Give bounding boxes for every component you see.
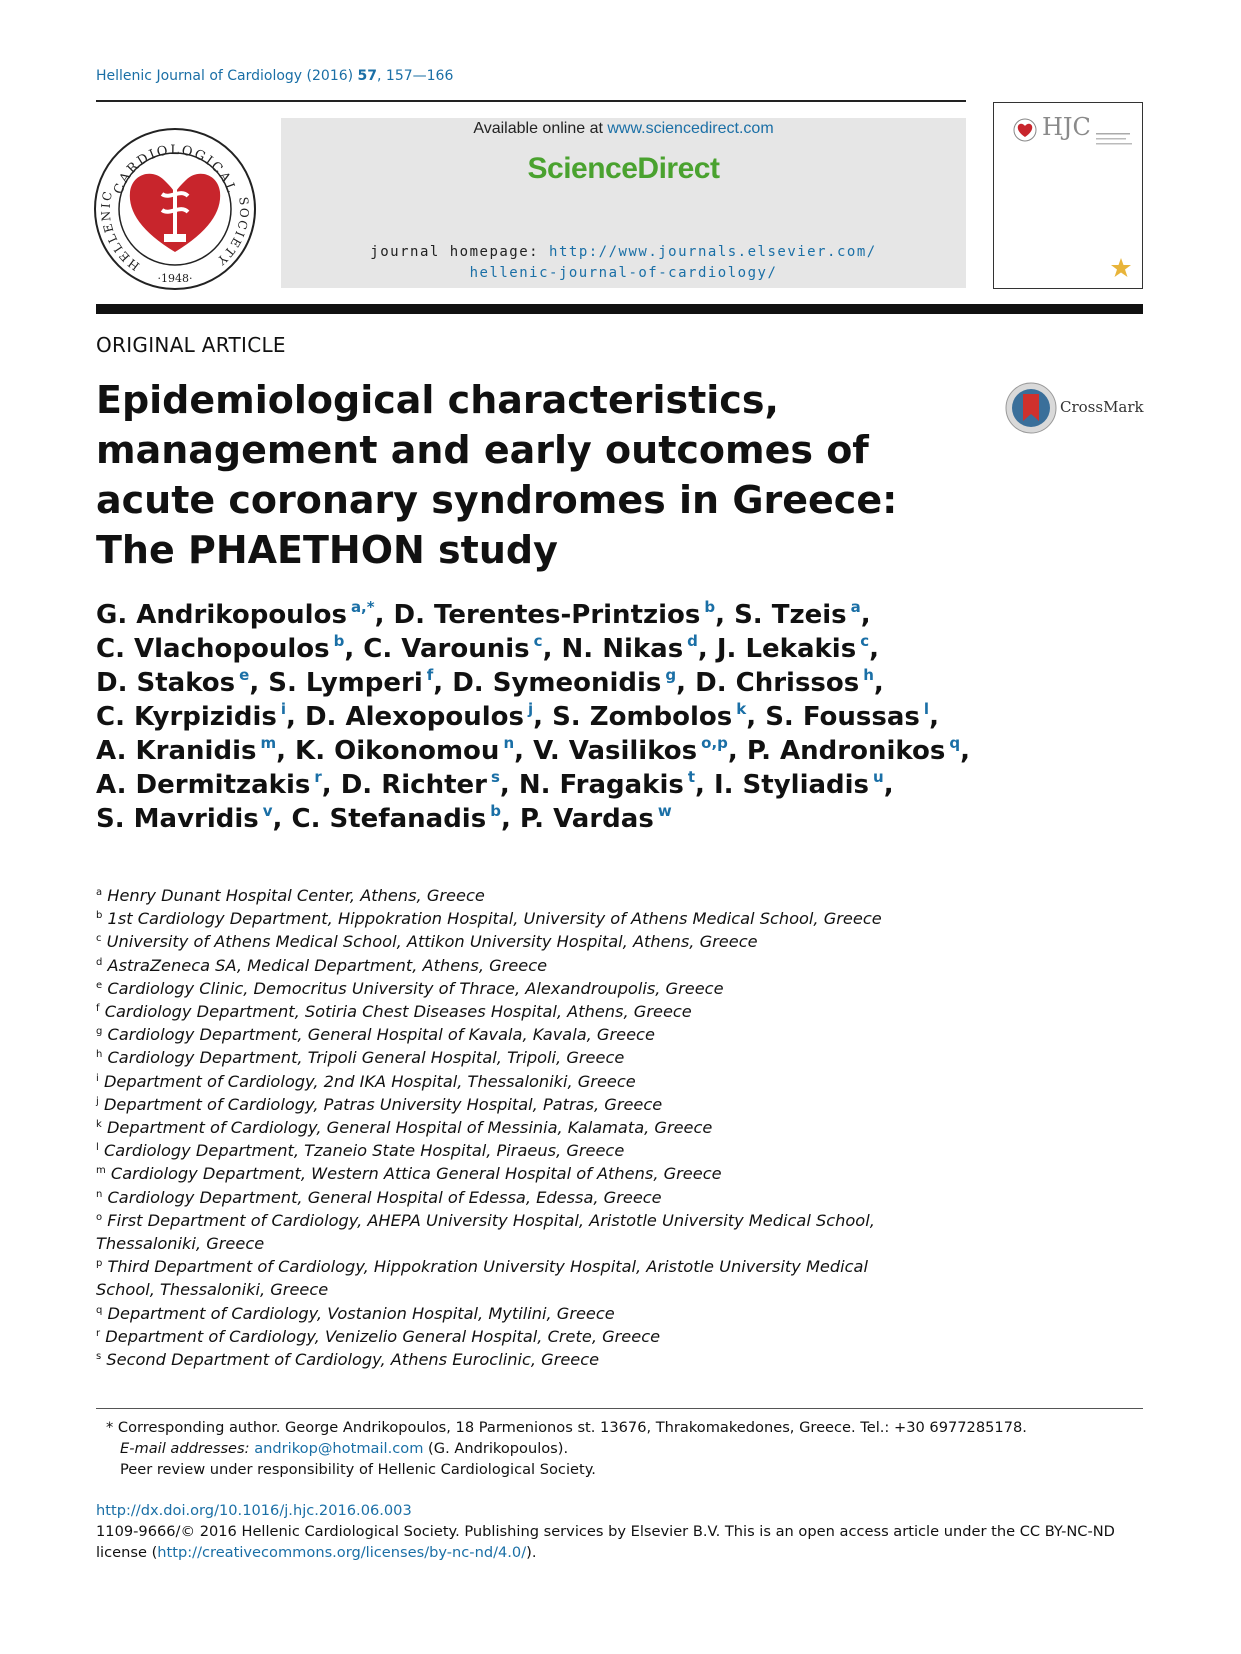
affiliation-text: 1st Cardiology Department, Hippokration Hospital, University of Athens Medical School, Greece	[107, 909, 882, 929]
author-affiliation-mark[interactable]: r	[314, 768, 322, 786]
footnote-rule	[96, 1408, 1143, 1409]
author-affiliation-mark[interactable]: b	[333, 632, 345, 650]
author-name: S. Foussas	[765, 702, 920, 732]
affiliation-item	[96, 1255, 1096, 1278]
author-affiliation-mark[interactable]: t	[687, 768, 696, 786]
author-name: C. Stefanadis	[291, 804, 487, 834]
email-suffix: (G. Andrikopoulos).	[423, 1440, 569, 1457]
author-line: A. Dermitzakis $^r$, D. Richter $^s$, N. Fragakis $^t$, I. Styliadis $^u$,	[96, 768, 894, 800]
author-affiliation-mark[interactable]: n	[503, 734, 515, 752]
author-name: A. Kranidis	[96, 736, 257, 766]
author-name: V. Vasilikos	[533, 736, 698, 766]
author-name: D. Stakos	[96, 668, 236, 698]
affiliation-text: Cardiology Department, General Hospital of Edessa, Edessa, Greece	[107, 1187, 662, 1207]
corresponding-author-note: * Corresponding author. George Andrikopoulos, 18 Parmenionos st. 13676, Thrakomakedones, Greece. Tel.: +30 6977285178.	[106, 1419, 1027, 1436]
affiliation-item	[96, 884, 1096, 907]
author-affiliation-mark[interactable]: d	[687, 632, 698, 650]
author-name: S. Mavridis	[96, 804, 259, 834]
affiliation-text: Henry Dunant Hospital Center, Athens, Greece	[107, 886, 485, 905]
affiliation-text: Cardiology Department, Western Attica General Hospital of Athens, Greece	[110, 1164, 722, 1184]
affiliation-key: a	[96, 887, 103, 898]
author-affiliation-mark[interactable]: k	[736, 700, 747, 718]
journal-ref-pages: , 157—166	[377, 68, 454, 84]
affiliation-item-continued: Thessaloniki, Greece	[96, 1234, 265, 1254]
author-affiliation-mark[interactable]: a	[850, 598, 861, 616]
available-online	[281, 120, 966, 138]
author-name: D. Alexopoulos	[304, 702, 524, 732]
email-label: E-mail addresses:	[120, 1440, 250, 1457]
affiliation-text: Second Department of Cardiology, Athens Euroclinic, Greece	[106, 1350, 600, 1370]
author-name: D. Symeonidis	[452, 668, 662, 698]
affiliation-text: AstraZeneca SA, Medical Department, Athens, Greece	[107, 955, 548, 975]
journal-cover-thumbnail[interactable]	[993, 102, 1143, 289]
author-name: N. Nikas	[561, 634, 684, 664]
license-prefix: license (	[96, 1544, 158, 1561]
cover-text-lines	[1094, 131, 1134, 151]
author-name: D. Terentes-Printzios	[393, 600, 701, 630]
crossmark-label: CrossMark	[1060, 398, 1144, 416]
affiliation-key: e	[96, 979, 103, 991]
affiliation-item	[96, 1000, 1096, 1023]
affiliation-item	[96, 977, 1096, 1000]
logo-left-text: HELLENIC	[98, 188, 143, 274]
author-name: G. Andrikopoulos	[96, 600, 347, 630]
affiliation-key: i	[96, 1072, 99, 1084]
author-affiliation-mark[interactable]: c	[860, 632, 870, 650]
affiliation-text: Department of Cardiology, 2nd IKA Hospital, Thessaloniki, Greece	[103, 1071, 636, 1091]
author-affiliation-mark[interactable]: b	[704, 598, 716, 616]
email-note	[106, 1438, 1143, 1459]
author-affiliation-mark[interactable]: u	[873, 768, 884, 786]
author-affiliation-mark[interactable]: o,p	[701, 734, 728, 752]
affiliation-item	[96, 930, 1096, 953]
affiliation-item	[96, 1093, 1096, 1116]
author-name: P. Vardas	[519, 804, 654, 834]
affiliation-key: k	[96, 1119, 102, 1131]
affiliation-item	[96, 1070, 1096, 1093]
affiliation-item	[96, 1348, 1096, 1371]
email-link[interactable]: andrikop@hotmail.com	[254, 1440, 424, 1457]
affiliation-item	[96, 1186, 1096, 1209]
author-affiliation-mark[interactable]: q	[949, 734, 961, 752]
affiliation-key: q	[96, 1304, 103, 1316]
homepage-link-line1[interactable]: http://www.journals.elsevier.com/	[549, 244, 877, 260]
affiliation-key: h	[96, 1049, 103, 1061]
affiliation-text: Department of Cardiology, General Hospital of Messinia, Kalamata, Greece	[106, 1118, 713, 1138]
homepage-prefix: journal homepage:	[370, 244, 540, 260]
affiliation-item	[96, 1325, 1096, 1348]
journal-ref-volume: 57	[357, 68, 378, 84]
affiliation-text: Cardiology Department, Tzaneio State Hospital, Piraeus, Greece	[103, 1141, 625, 1161]
logo-top-text: CARDIOLOGICAL	[111, 142, 239, 197]
affiliation-key: g	[96, 1026, 103, 1038]
logo-right-text: SOCIETY	[213, 196, 252, 269]
author-name: C. Varounis	[363, 634, 530, 664]
author-affiliation-mark[interactable]: s	[490, 768, 500, 786]
banner-rule	[96, 304, 1143, 314]
affiliation-item	[96, 907, 1096, 930]
affiliation-item	[96, 1139, 1096, 1162]
author-name: D. Chrissos	[695, 668, 860, 698]
article-title: Epidemiological characteristics, management and early outcomes of acute coronary syndromes in Greece: The PHAETHON study	[96, 378, 898, 572]
affiliation-key: c	[96, 933, 102, 945]
author-line: C. Vlachopoulos $^b$, C. Varounis $^c$, N. Nikas $^d$, J. Lekakis $^c$,	[96, 632, 879, 664]
available-prefix: Available online at	[473, 120, 603, 137]
author-name: S. Lymperi	[268, 668, 423, 698]
affiliation-text: Cardiology Department, Sotiria Chest Diseases Hospital, Athens, Greece	[104, 1002, 692, 1022]
affiliation-item	[96, 1209, 1096, 1232]
author-name: N. Fragakis	[518, 770, 684, 800]
author-line: G. Andrikopoulos $^{a,*}$, D. Terentes-Printzios $^b$, S. Tzeis $^a$,	[96, 598, 871, 630]
affiliation-text: Department of Cardiology, Vostanion Hospital, Mytilini, Greece	[107, 1303, 615, 1323]
affiliation-text: Cardiology Department, Tripoli General Hospital, Tripoli, Greece	[107, 1048, 625, 1068]
author-name: C. Kyrpizidis	[96, 702, 277, 732]
author-affiliation-mark[interactable]: h	[863, 666, 874, 684]
affiliation-key: b	[96, 910, 103, 922]
cover-seal-icon	[1012, 117, 1038, 143]
society-logo	[90, 124, 260, 294]
author-affiliation-mark[interactable]: i	[280, 700, 286, 718]
author-list	[96, 598, 1096, 836]
elsevier-star-icon	[1110, 257, 1132, 279]
author-name: K. Oikonomou	[295, 736, 500, 766]
affiliation-key: l	[96, 1142, 99, 1154]
author-affiliation-mark[interactable]: w	[657, 802, 672, 820]
article-type: ORIGINAL ARTICLE	[96, 333, 286, 357]
logo-year: ·1948·	[157, 272, 193, 285]
affiliation-text: Cardiology Clinic, Democritus University of Thrace, Alexandroupolis, Greece	[107, 978, 724, 998]
author-affiliation-mark[interactable]: g	[665, 666, 677, 684]
affiliation-text: University of Athens Medical School, Attikon University Hospital, Athens, Greece	[106, 932, 758, 952]
affiliation-text: Department of Cardiology, Patras University Hospital, Patras, Greece	[103, 1094, 663, 1114]
author-name: A. Dermitzakis	[96, 770, 311, 800]
affiliation-item	[96, 1046, 1096, 1069]
author-affiliation-mark[interactable]: j	[527, 700, 534, 718]
affiliation-key: f	[96, 1003, 100, 1015]
author-name: S. Zombolos	[552, 702, 733, 732]
author-affiliation-mark[interactable]: f	[426, 666, 434, 684]
author-line: D. Stakos $^e$, S. Lymperi $^f$, D. Symeonidis $^g$, D. Chrissos $^h$,	[96, 666, 884, 698]
author-name: P. Andronikos	[746, 736, 946, 766]
header-rule	[96, 100, 966, 102]
affiliation-text: Department of Cardiology, Venizelio General Hospital, Crete, Greece	[105, 1326, 661, 1346]
author-name: D. Richter	[340, 770, 487, 800]
license-line	[96, 1542, 1143, 1563]
author-affiliation-mark[interactable]: m	[260, 734, 277, 752]
author-name: C. Vlachopoulos	[96, 634, 330, 664]
journal-ref-prefix: Hellenic Journal of Cardiology (2016)	[96, 68, 354, 84]
author-line: A. Kranidis $^m$, K. Oikonomou $^n$, V. Vasilikos $^{o,p}$, P. Andronikos $^q$,	[96, 734, 970, 766]
footnotes	[106, 1417, 1143, 1480]
affiliation-item	[96, 1116, 1096, 1139]
affiliation-key: p	[96, 1258, 103, 1270]
affiliation-item	[96, 1162, 1096, 1185]
affiliation-text: Third Department of Cardiology, Hippokration University Hospital, Aristotle University Medical	[107, 1257, 868, 1277]
affiliation-item	[96, 1302, 1096, 1325]
affiliation-item	[96, 1023, 1096, 1046]
sciencedirect-logo[interactable]: ScienceDirect	[527, 152, 720, 185]
author-name: S. Tzeis	[734, 600, 847, 630]
journal-reference[interactable]	[96, 68, 453, 84]
author-affiliation-mark[interactable]: v	[262, 802, 273, 820]
author-affiliation-mark[interactable]: b	[490, 802, 501, 820]
affiliation-key: s	[96, 1351, 102, 1363]
sciencedirect-link[interactable]: www.sciencedirect.com	[607, 120, 774, 137]
crossmark-icon	[1004, 381, 1058, 435]
author-line: S. Mavridis $^v$, C. Stefanadis $^b$, P. Vardas $^w$	[96, 802, 672, 834]
license-suffix: ).	[526, 1544, 537, 1561]
doi-link[interactable]: http://dx.doi.org/10.1016/j.hjc.2016.06.003	[96, 1502, 412, 1519]
affiliation-key: m	[96, 1165, 106, 1177]
affiliation-key: d	[96, 956, 103, 968]
affiliation-key: j	[96, 1095, 99, 1107]
journal-homepage	[281, 242, 966, 284]
crossmark-badge[interactable]	[1004, 381, 1154, 437]
affiliation-list	[96, 884, 1096, 1371]
author-affiliation-mark[interactable]: c	[533, 632, 543, 650]
author-name: I. Styliadis	[713, 770, 870, 800]
affiliation-text: First Department of Cardiology, AHEPA University Hospital, Aristotle University Medical School,	[107, 1210, 875, 1230]
cover-abbreviation: HJC	[1042, 113, 1091, 141]
sciencedirect-banner	[281, 118, 966, 288]
affiliation-item	[96, 954, 1096, 977]
affiliation-key: r	[96, 1327, 101, 1339]
peer-review-note: Peer review under responsibility of Hellenic Cardiological Society.	[120, 1461, 596, 1478]
affiliation-key: o	[96, 1211, 103, 1223]
author-affiliation-mark[interactable]: e	[239, 666, 250, 684]
copyright-text: 1109-9666/© 2016 Hellenic Cardiological Society. Publishing services by Elsevier B.V. This is an open access article under the CC BY-NC-ND	[96, 1523, 1115, 1540]
affiliation-key: n	[96, 1188, 103, 1200]
author-affiliation-mark[interactable]: l	[923, 700, 930, 718]
affiliation-item-continued: School, Thessaloniki, Greece	[96, 1280, 329, 1300]
author-line: C. Kyrpizidis $^i$, D. Alexopoulos $^j$, S. Zombolos $^k$, S. Foussas $^l$,	[96, 700, 939, 732]
affiliation-text: Cardiology Department, General Hospital of Kavala, Kavala, Greece	[107, 1025, 655, 1045]
author-name: J. Lekakis	[716, 634, 857, 664]
license-link[interactable]: http://creativecommons.org/licenses/by-nc-nd/4.0/	[157, 1544, 527, 1561]
author-affiliation-mark[interactable]: a,*	[350, 598, 375, 616]
doi-copyright-block	[96, 1500, 1143, 1563]
homepage-link-line2[interactable]: hellenic-journal-of-cardiology/	[469, 265, 778, 281]
